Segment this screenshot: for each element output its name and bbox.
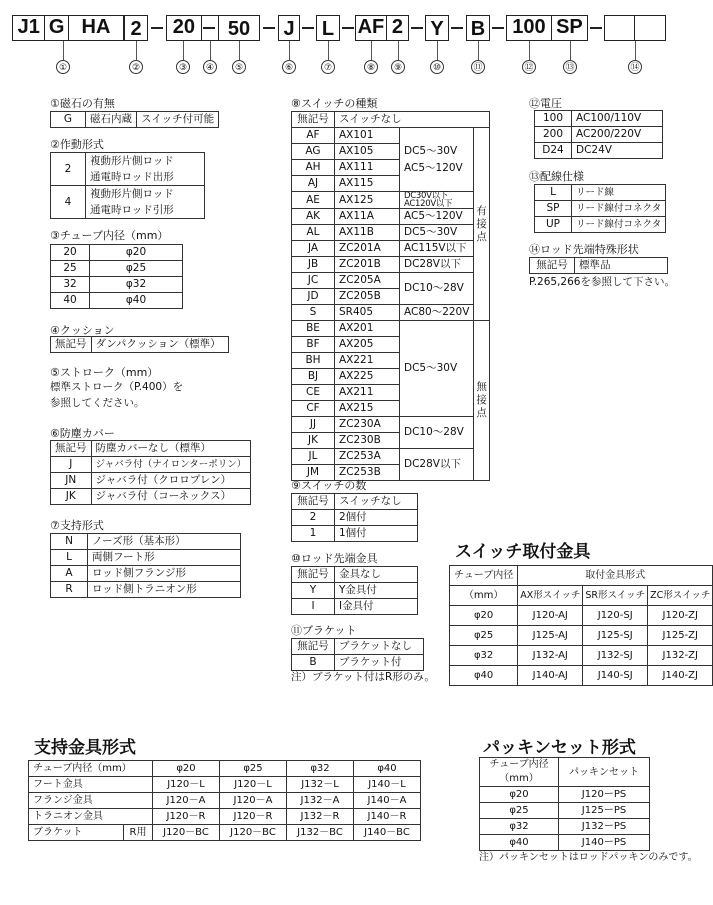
s13-title: ⑬配線仕様 (529, 170, 584, 183)
cell (480, 758, 559, 787)
cell: AC200/220V (572, 127, 663, 143)
cell: チューブ内径（mm） (29, 761, 153, 777)
cell: I (292, 599, 335, 615)
cell: J132－L (287, 777, 354, 793)
cell: AE (292, 192, 335, 209)
cell: AX205 (335, 337, 400, 353)
cell: JB (292, 257, 335, 273)
contact-label: 無接点 (474, 321, 490, 481)
s4-title: ④クッション (50, 324, 115, 337)
callout-5: ⑤ (232, 60, 246, 74)
cell: DC10～28V (400, 417, 474, 449)
cell: φ40 (450, 666, 518, 686)
s8-grid (291, 111, 490, 481)
s9-title: ⑨スイッチの数 (291, 479, 367, 492)
s3-table (50, 244, 183, 309)
cell: J132-ZJ (648, 646, 713, 666)
cell: JJ (292, 417, 335, 433)
packing-note: 注）パッキンセットはロッドパッキンのみです。 (479, 852, 698, 863)
switch-bracket-table (449, 565, 713, 686)
callout-13: ⑬ (563, 60, 577, 74)
cell: J125-ZJ (648, 626, 713, 646)
cell: DC5～30V (400, 225, 474, 241)
cell: J120－BC (153, 825, 220, 841)
cell: DC28V以下 (400, 257, 474, 273)
cell: JL (292, 449, 335, 465)
cell: 無記号 (292, 494, 335, 510)
cell: 無記号 (292, 639, 335, 655)
cell: J132－A (287, 793, 354, 809)
cell: ZC205A (335, 273, 400, 289)
cell: DC5～30V (400, 321, 474, 417)
callout-8: ⑧ (364, 60, 378, 74)
cell: ZC201A (335, 241, 400, 257)
cell: AX215 (335, 401, 400, 417)
code-group-special (604, 15, 666, 41)
callout-12: ⑫ (522, 60, 536, 74)
s7-title: ⑦支持形式 (50, 519, 104, 532)
cell: トラニオン金具 (29, 809, 153, 825)
cell: φ25 (220, 761, 287, 777)
cell: JN (51, 473, 92, 489)
cell: I金具付 (335, 599, 418, 615)
cell: ジャバラ付（クロロプレン） (91, 473, 251, 489)
cell: AJ (292, 176, 335, 192)
cell: 2 (51, 153, 86, 186)
cell: 25 (51, 261, 90, 277)
code-magnet: G (45, 16, 69, 40)
cell: 2 (292, 510, 335, 526)
s2-table (50, 152, 205, 219)
s12-table (534, 110, 663, 159)
cell: チューブ内径 (450, 566, 518, 586)
code-special-1 (605, 16, 635, 40)
cell: フランジ金具 (29, 793, 153, 809)
cell: 複動形片側ロッド (86, 153, 205, 170)
cell: SP (535, 201, 572, 217)
cell: AC5～120V (400, 209, 474, 225)
code-action: 2 (124, 15, 148, 41)
callout-4: ④ (203, 60, 217, 74)
cell: AX221 (335, 353, 400, 369)
cell: φ32 (287, 761, 354, 777)
cell: J132ーPS (559, 819, 650, 835)
cell: AX101 (335, 128, 400, 144)
cell: UP (535, 217, 572, 233)
cell: BH (292, 353, 335, 369)
cell: ZC253A (335, 449, 400, 465)
cell: 複動形片側ロッド (86, 186, 205, 203)
cell: 100 (535, 111, 572, 127)
s8-table (291, 111, 490, 481)
cell: BE (292, 321, 335, 337)
code-group-switch (355, 15, 409, 41)
s11-table (291, 638, 424, 671)
cell: AC115V以下 (400, 241, 474, 257)
cell: 取付金具形式 (518, 566, 713, 586)
cell: L (51, 550, 88, 566)
cell: J120－A (220, 793, 287, 809)
code-ha: HA (81, 16, 111, 38)
cell: L (535, 185, 572, 201)
voltage: AC5～120V (404, 161, 463, 174)
code-cover: J (278, 15, 300, 41)
code-stroke: 50 (218, 15, 260, 41)
code-wiring: SP (556, 16, 583, 38)
cell: φ20 (480, 787, 559, 803)
packing-set-table (479, 757, 650, 851)
s8-title: ⑧スイッチの種類 (291, 97, 378, 110)
cell: DC28V以下 (400, 449, 474, 481)
cell: AH (292, 160, 335, 176)
cell: AC100/110V (572, 111, 663, 127)
cell: ノーズ形（基本形） (88, 534, 241, 550)
s5-line-1: 標準ストローク（P.400）を (50, 381, 184, 393)
cell: AK (292, 209, 335, 225)
cell: JD (292, 289, 335, 305)
cell: φ32 (480, 819, 559, 835)
cell: AX11B (335, 225, 400, 241)
cell: R (51, 582, 88, 598)
cell: AX201 (335, 321, 400, 337)
cell: スイッチなし (335, 112, 490, 128)
cell: JK (51, 489, 92, 505)
cell: J120－L (220, 777, 287, 793)
s3-title: ③チューブ内径（mm） (50, 229, 169, 242)
cell (400, 128, 474, 192)
cell: G (51, 112, 86, 128)
cell: 金具なし (335, 567, 418, 583)
cell: 両側フート形 (88, 550, 241, 566)
cell: AX115 (335, 176, 400, 192)
cell: D24 (535, 143, 572, 159)
cell: 無記号 (292, 112, 335, 128)
cell: ジャバラ付（コーネックス） (91, 489, 251, 505)
cell: B (292, 655, 335, 671)
cell: CE (292, 385, 335, 401)
s13-table (534, 184, 666, 233)
cell: （mm） (450, 586, 518, 606)
cell: N (51, 534, 88, 550)
cell: JC (292, 273, 335, 289)
cell: 防塵カバーなし（標準） (91, 441, 251, 457)
cell: φ25 (480, 803, 559, 819)
cell: ZC230A (335, 417, 400, 433)
cell: AX105 (335, 144, 400, 160)
s4-table (50, 336, 229, 353)
cell: J120－BC (220, 825, 287, 841)
cell: J120ーPS (559, 787, 650, 803)
cell: J120-ZJ (648, 606, 713, 626)
callout-7: ⑦ (321, 60, 335, 74)
header-line: チューブ内径 (489, 759, 549, 770)
cell: AX形スイッチ (518, 586, 583, 606)
cell: ジャバラ付（ナイロンターポリン） (91, 457, 251, 473)
cell: BF (292, 337, 335, 353)
code-support: L (316, 15, 340, 41)
cell: ブラケット (29, 825, 124, 841)
s5-title: ⑤ストローク（mm） (50, 366, 159, 379)
s12-title: ⑫電圧 (529, 97, 562, 110)
cell: JA (292, 241, 335, 257)
cell: J120－R (220, 809, 287, 825)
s11-title: ⑪ブラケット (291, 624, 357, 637)
cell: J120-SJ (583, 606, 648, 626)
cell: CF (292, 401, 335, 417)
cell: JK (292, 433, 335, 449)
cell: Y (292, 583, 335, 599)
cell: ブラケットなし (335, 639, 424, 655)
cell: AX111 (335, 160, 400, 176)
cell: 32 (51, 277, 90, 293)
cell: J (51, 457, 92, 473)
cell: AX225 (335, 369, 400, 385)
cell: J125-SJ (583, 626, 648, 646)
cell: リード線付コネクタ (572, 217, 666, 233)
cell: J140-SJ (583, 666, 648, 686)
cell: 4 (51, 186, 86, 219)
cell: ロッド側フランジ形 (88, 566, 241, 582)
cell: 通電時ロッド引形 (86, 202, 205, 219)
cell: A (51, 566, 88, 582)
cell: BJ (292, 369, 335, 385)
cell: φ25 (450, 626, 518, 646)
code-group-voltage (506, 15, 588, 41)
cell: J132-AJ (518, 646, 583, 666)
cell: リード線付コネクタ (572, 201, 666, 217)
cell: ロッド側トラニオン形 (88, 582, 241, 598)
cell: 20 (51, 245, 90, 261)
cell: 1 (292, 526, 335, 542)
callout-3: ③ (176, 60, 190, 74)
cell: J140－L (354, 777, 421, 793)
cell: φ40 (480, 835, 559, 851)
cell: φ40 (90, 293, 183, 309)
voltage: DC30V以下 (404, 191, 449, 201)
cell: J120-AJ (518, 606, 583, 626)
cell: 無記号 (292, 567, 335, 583)
code-special-2 (635, 16, 665, 40)
cell: AX211 (335, 385, 400, 401)
cell: 1個付 (335, 526, 418, 542)
callout-2: ② (129, 60, 143, 74)
callout-9: ⑨ (391, 60, 405, 74)
cell: ZC253B (335, 465, 400, 481)
s7-table (50, 533, 241, 598)
cell: J140ーPS (559, 835, 650, 851)
code-voltage: 100 (507, 16, 552, 40)
cell: スイッチなし (335, 494, 418, 510)
s6-title: ⑥防塵カバー (50, 427, 115, 440)
cell: J140-AJ (518, 666, 583, 686)
header-line: （mm） (499, 773, 539, 784)
cell: AL (292, 225, 335, 241)
s5-line-2: 参照してください。 (50, 397, 145, 409)
cell: φ32 (90, 277, 183, 293)
s1-table (50, 111, 219, 128)
cell: J120－L (153, 777, 220, 793)
voltage: DC5～30V (404, 144, 458, 157)
cell: φ32 (450, 646, 518, 666)
cell (400, 192, 474, 209)
cell: J132－R (287, 809, 354, 825)
code-rod-end: Y (425, 15, 449, 41)
cell: φ25 (90, 261, 183, 277)
cell: φ20 (153, 761, 220, 777)
cell: ZC205B (335, 289, 400, 305)
callout-6: ⑥ (282, 60, 296, 74)
cell: SR形スイッチ (583, 586, 648, 606)
cell: 2個付 (335, 510, 418, 526)
s10-title: ⑩ロッド先端金具 (291, 552, 378, 565)
code-series: J1 (13, 16, 45, 40)
voltage: AC120V以下 (404, 199, 453, 209)
code-switch-count: 2 (391, 16, 403, 38)
cell: ダンパクッション（標準） (91, 337, 228, 353)
cell: スイッチ付可能 (137, 112, 219, 128)
switch-bracket-title: スイッチ取付金具 (455, 542, 591, 562)
code-group-1 (12, 15, 124, 41)
cell: J140－R (354, 809, 421, 825)
s14-table (529, 257, 668, 274)
callout-1: ① (56, 60, 70, 74)
cell: J140－BC (354, 825, 421, 841)
cell: R用 (124, 825, 153, 841)
support-bracket-title: 支持金具形式 (34, 738, 136, 758)
s10-table (291, 566, 418, 615)
cell: 40 (51, 293, 90, 309)
callout-10: ⑩ (430, 60, 444, 74)
cell: J132-SJ (583, 646, 648, 666)
cell: リード線 (572, 185, 666, 201)
cell: J125-AJ (518, 626, 583, 646)
s1-title: ①磁石の有無 (50, 97, 115, 110)
cell: J120－R (153, 809, 220, 825)
callout-14: ⑭ (628, 60, 642, 74)
cell: ZC形スイッチ (648, 586, 713, 606)
cell: 200 (535, 127, 572, 143)
s2-title: ②作動形式 (50, 138, 104, 151)
cell: ZC230B (335, 433, 400, 449)
callout-11: ⑪ (471, 60, 485, 74)
cell: J132－BC (287, 825, 354, 841)
code-bracket: B (466, 15, 490, 41)
cell: DC10～28V (400, 273, 474, 305)
cell: J140－A (354, 793, 421, 809)
support-bracket-table (28, 760, 421, 841)
cell: ZC201B (335, 257, 400, 273)
code-switch-type: AF (356, 16, 387, 40)
cell: フート金具 (29, 777, 153, 793)
cell: 無記号 (530, 258, 575, 274)
cell: 通電時ロッド出形 (86, 169, 205, 186)
cell: J125ーPS (559, 803, 650, 819)
cell: S (292, 305, 335, 321)
cell: φ20 (90, 245, 183, 261)
cell: SR405 (335, 305, 400, 321)
s14-title: ⑭ロッド先端特殊形状 (529, 243, 639, 256)
cell: 無記号 (51, 337, 92, 353)
cell: J140-ZJ (648, 666, 713, 686)
cell: JM (292, 465, 335, 481)
s6-table (50, 440, 251, 505)
cell: AX125 (335, 192, 400, 209)
cell: φ40 (354, 761, 421, 777)
cell: 標準品 (575, 258, 668, 274)
cell: ブラケット付 (335, 655, 424, 671)
cell: AG (292, 144, 335, 160)
cell: AX11A (335, 209, 400, 225)
s9-table (291, 493, 418, 542)
cell: Y金具付 (335, 583, 418, 599)
packing-set-title: パッキンセット形式 (483, 738, 636, 758)
code-bore: 20 (167, 16, 202, 40)
s11-note: 注）ブラケット付はR形のみ。 (291, 671, 435, 683)
cell: 無記号 (51, 441, 92, 457)
cell: J120－A (153, 793, 220, 809)
cell: φ20 (450, 606, 518, 626)
s14-note: P.265,266を参照して下さい。 (529, 276, 675, 288)
cell: AF (292, 128, 335, 144)
cell: AC80～220V (400, 305, 474, 321)
cell: DC24V (572, 143, 663, 159)
cell: 磁石内蔵 (86, 112, 137, 128)
contact-label: 有接点 (474, 128, 490, 321)
cell: パッキンセット (559, 758, 650, 787)
